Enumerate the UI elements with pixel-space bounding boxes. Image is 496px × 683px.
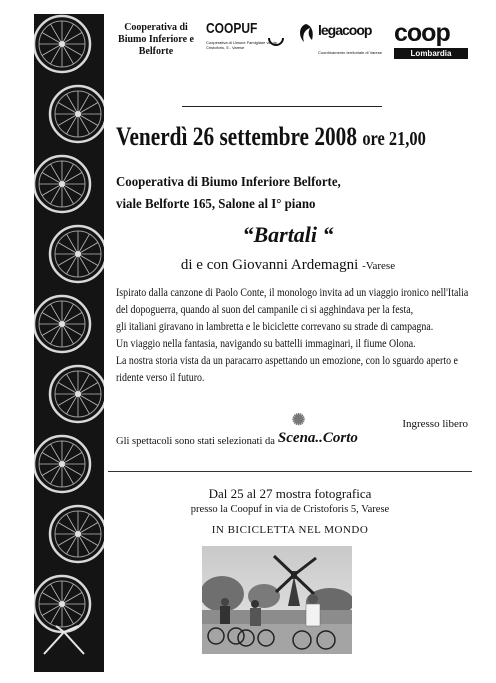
bicycle-wheel-icon	[50, 86, 104, 142]
event-venue	[116, 172, 429, 216]
coopuf-wordmark: COOPUF	[206, 20, 258, 37]
bicycle-wheel-icon	[34, 436, 90, 492]
coop-region-label: Lombardia	[394, 48, 468, 59]
legacoop-wordmark: legacoop	[318, 22, 372, 38]
bicycle-wheel-icon	[34, 156, 90, 212]
photo-illustration	[202, 546, 352, 654]
cooperative-name-line: Biumo Inferiore e	[118, 34, 194, 45]
description-line: ridente verso il futuro.	[116, 372, 205, 384]
exhibition-title: IN BICICLETTA NEL MONDO	[211, 524, 369, 536]
bicycle-wheel-icon	[50, 506, 104, 562]
description-line: gli italiani giravano in lambretta e le biciclette correvano su strade di campagna.	[116, 321, 434, 333]
coopuf-subtitle: Cooperativa di Unione Famigliare via de Cristoforis, 5 - Varese	[206, 40, 278, 50]
event-date-title	[116, 122, 426, 152]
bicycle-wheel-icon	[34, 576, 90, 632]
show-author	[100, 257, 476, 274]
top-divider	[182, 106, 382, 107]
exhibition-dates: Dal 25 al 27 mostra fotografica	[208, 486, 372, 501]
description-line: Un viaggio nella fantasia, navigando su battelli immaginari, il fiume Olona.	[116, 338, 416, 350]
legacoop-subtitle: Coordinamento territoriale di Varese	[318, 50, 382, 55]
cyclists-windmill-photo	[202, 546, 352, 654]
legacoop-logo	[296, 22, 386, 55]
show-title: “Bartali “	[242, 222, 334, 247]
exhibition-address: presso la Coopuf in via de Cristoforis 5, Varese	[190, 504, 390, 515]
decorative-bicycle-strip	[34, 14, 104, 672]
bottom-divider	[108, 471, 472, 472]
bicycle-wheels-pattern	[34, 14, 104, 672]
header-logos	[108, 14, 472, 64]
author-name: di e con Giovanni Ardemagni	[180, 257, 359, 273]
author-place: -Varese	[362, 260, 396, 272]
coop-lombardia-logo	[394, 20, 468, 59]
selection-credit-text: Gli spettacoli sono stati selezionati da	[116, 436, 275, 447]
cooperative-name-line: Belforte	[138, 46, 174, 57]
venue-line: viale Belforte 165, Salone al I° piano	[116, 197, 316, 212]
venue-line: Cooperativa di Biumo Inferiore Belforte,	[116, 175, 341, 190]
show-description	[116, 285, 470, 387]
coopuf-swirl-icon	[266, 30, 286, 50]
scena-corto-wordmark: Scena..Corto	[277, 430, 358, 446]
selection-credit	[116, 412, 358, 447]
legacoop-mark-icon	[296, 22, 316, 46]
cooperative-name-line: Cooperativa di	[124, 22, 188, 33]
coopuf-logo	[206, 20, 290, 50]
scena-corto-logo	[277, 412, 358, 447]
event-time: ore 21,00	[362, 128, 426, 150]
description-line: Ispirato dalla canzone di Paolo Conte, il monologo invita ad un viaggio ironico nell'Italia	[116, 287, 469, 299]
scena-corto-star-icon: ✺	[291, 412, 306, 429]
free-entry-note: Ingresso libero	[402, 418, 468, 430]
coop-wordmark: coop	[394, 19, 450, 47]
bicycle-wheel-icon	[50, 366, 104, 422]
bicycle-wheel-icon	[34, 296, 90, 352]
bicycle-wheel-icon	[34, 16, 90, 72]
event-date: Venerdì 26 settembre 2008	[116, 122, 358, 151]
description-line: La nostra storia vista da un paracarro aspettando un emozione, con lo sguardo aperto e	[116, 355, 458, 367]
description-line: del dopoguerra, quando al suon del campanile ci si agghindava per la festa,	[116, 304, 414, 316]
cooperative-name	[110, 22, 202, 58]
bicycle-wheel-icon	[50, 226, 104, 282]
